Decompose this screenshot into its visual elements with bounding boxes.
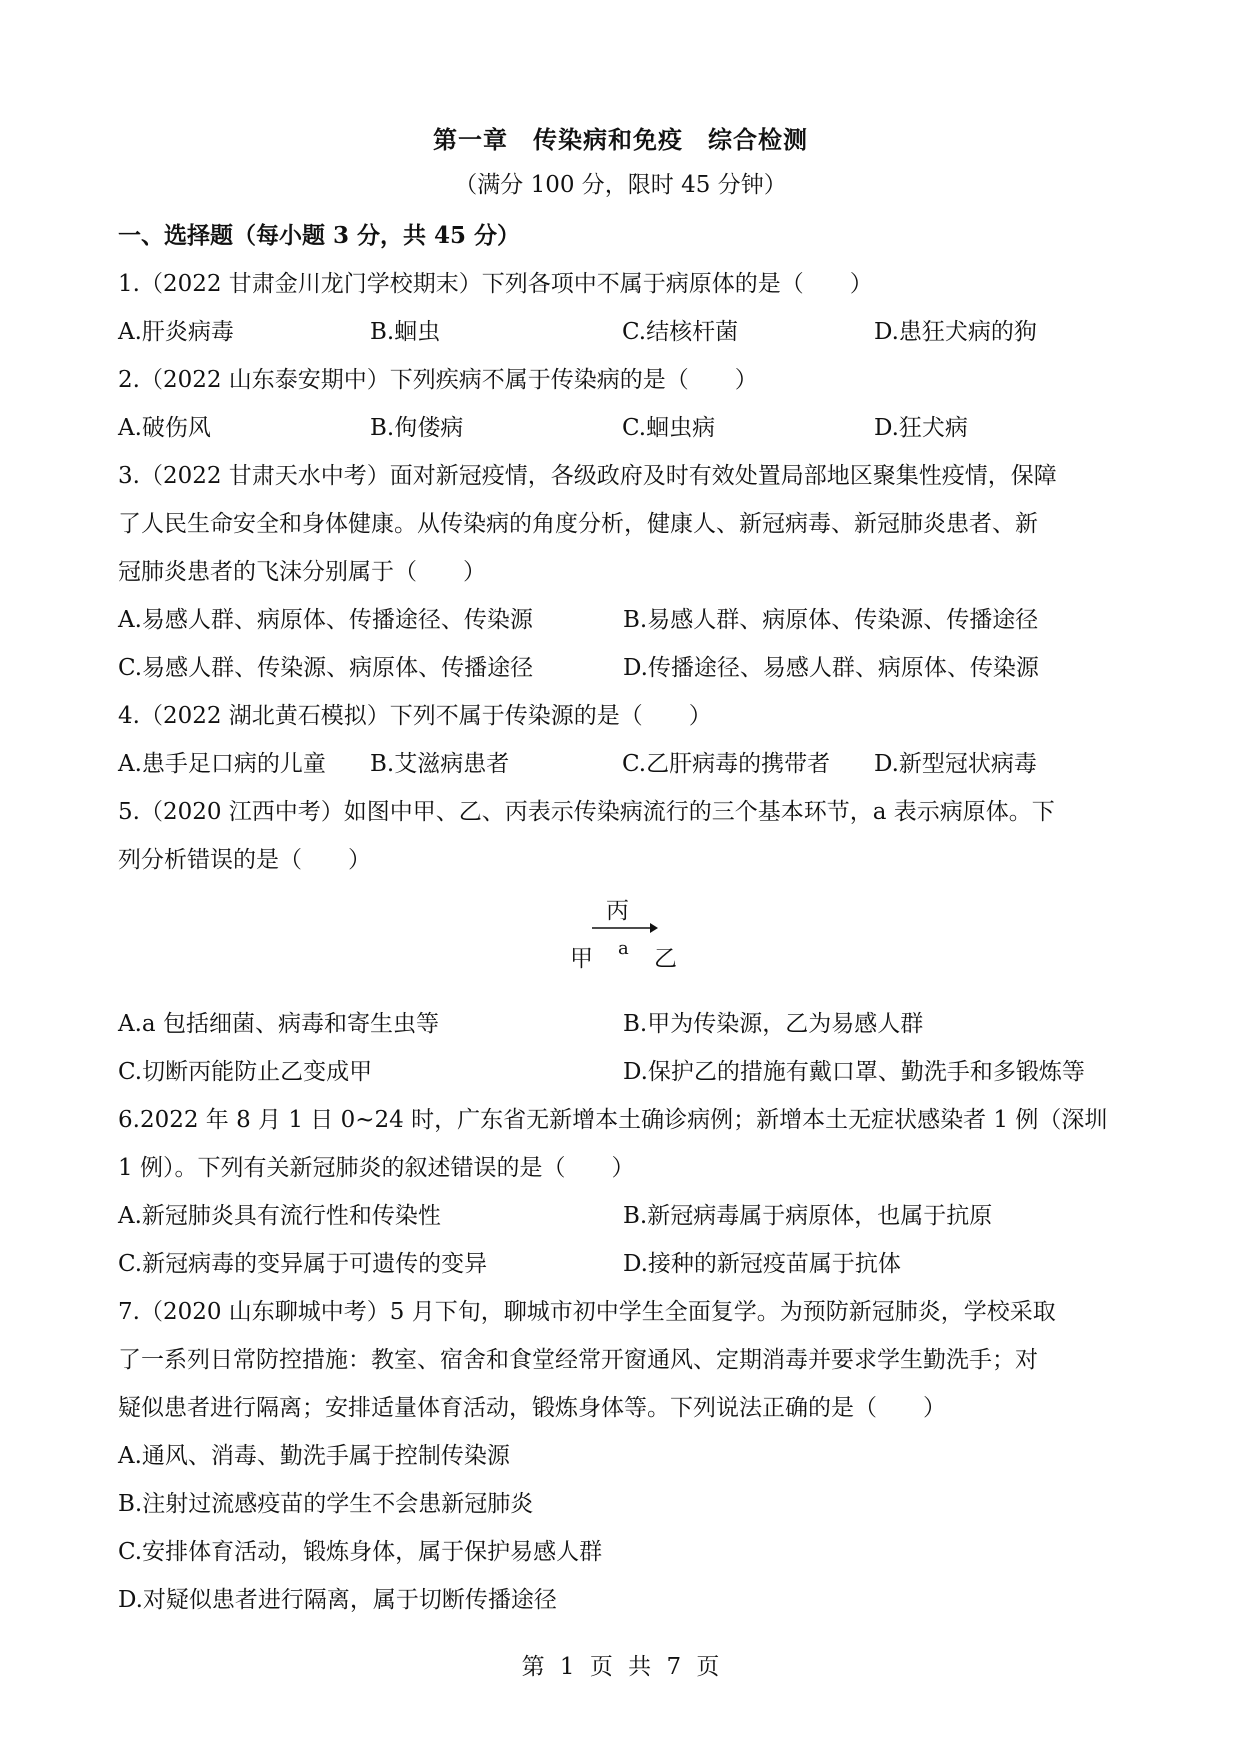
page-subtitle: （满分 100 分，限时 45 分钟） (454, 172, 787, 198)
question-2-stem: 2.（2022 山东泰安期中）下列疾病不属于传染病的是（ ） (118, 367, 758, 393)
question-1-stem: 1.（2022 甘肃金川龙门学校期末）下列各项中不属于病原体的是（ ） (118, 271, 873, 297)
question-2-options (118, 404, 1128, 452)
option-d: D.接种的新冠疫苗属于抗体 (623, 1251, 901, 1277)
question-5-stem-line: 5.（2020 江西中考）如图中甲、乙、丙表示传染病流行的三个基本环节，a 表示病原体。下 (118, 799, 1055, 825)
diagram-label-bing: 丙 (606, 898, 629, 924)
option-b: B.艾滋病患者 (370, 751, 510, 777)
option-b: B.注射过流感疫苗的学生不会患新冠肺炎 (118, 1491, 534, 1517)
diagram-label-jia: 甲 (570, 946, 593, 972)
option-d: D.新型冠状病毒 (874, 751, 1037, 777)
option-d: D.对疑似患者进行隔离，属于切断传播途径 (118, 1587, 557, 1613)
option-a: A.新冠肺炎具有流行性和传染性 (118, 1203, 441, 1229)
question-3-stem-line: 冠肺炎患者的飞沫分别属于（ ） (118, 559, 486, 585)
option-c: C.切断丙能防止乙变成甲 (118, 1059, 373, 1085)
option-a: A.易感人群、病原体、传播途径、传染源 (118, 607, 533, 633)
question-5-options-row (118, 1000, 1128, 1048)
question-1-options (118, 308, 1128, 356)
diagram-label-yi: 乙 (654, 946, 677, 972)
question-7-stem-line: 疑似患者进行隔离；安排适量体育活动，锻炼身体等。下列说法正确的是（ ） (118, 1395, 946, 1421)
arrow-right-icon (590, 920, 660, 936)
option-c: C.结核杆菌 (622, 319, 739, 345)
question-3-stem-line: 3.（2022 甘肃天水中考）面对新冠疫情，各级政府及时有效处置局部地区聚集性疫情，保障 (118, 463, 1057, 489)
option-b: B.易感人群、病原体、传染源、传播途径 (623, 607, 1039, 633)
question-6-stem-line: 1 例）。下列有关新冠肺炎的叙述错误的是（ ） (118, 1155, 635, 1181)
option-c: C.易感人群、传染源、病原体、传播途径 (118, 655, 534, 681)
option-b: B.甲为传染源，乙为易感人群 (623, 1011, 924, 1037)
option-d: D.患狂犬病的狗 (874, 319, 1037, 345)
question-3-stem-line: 了人民生命安全和身体健康。从传染病的角度分析，健康人、新冠病毒、新冠肺炎患者、新 (118, 511, 1038, 537)
option-a: A.破伤风 (118, 415, 211, 441)
question-3-options-row (118, 644, 1128, 692)
option-a: A.肝炎病毒 (118, 319, 234, 345)
question-3-options-row (118, 596, 1128, 644)
page-title: 第一章 传染病和免疫 综合检测 (433, 125, 808, 154)
page-footer: 第 1 页 共 7 页 (521, 1654, 720, 1680)
question-6-options-row (118, 1240, 1128, 1288)
option-b: B.蛔虫 (370, 319, 441, 345)
option-a: A.a 包括细菌、病毒和寄生虫等 (118, 1011, 439, 1037)
question-7-stem-line: 7.（2020 山东聊城中考）5 月下旬，聊城市初中学生全面复学。为预防新冠肺炎，学校采取 (118, 1299, 1056, 1325)
question-5-options-row (118, 1048, 1128, 1096)
option-a: A.通风、消毒、勤洗手属于控制传染源 (118, 1443, 510, 1469)
option-c: C.安排体育活动，锻炼身体，属于保护易感人群 (118, 1539, 603, 1565)
option-c: C.蛔虫病 (622, 415, 716, 441)
option-b: B.新冠病毒属于病原体，也属于抗原 (623, 1203, 993, 1229)
question-7-stem-line: 了一系列日常防控措施：教室、宿舍和食堂经常开窗通风、定期消毒并要求学生勤洗手；对 (118, 1347, 1038, 1373)
question-5-stem-line: 列分析错误的是（ ） (118, 847, 371, 873)
option-d: D.保护乙的措施有戴口罩、勤洗手和多锻炼等 (623, 1059, 1085, 1085)
diagram-label-a: a (618, 938, 629, 959)
option-c: C.乙肝病毒的携带者 (622, 751, 831, 777)
option-c: C.新冠病毒的变异属于可遗传的变异 (118, 1251, 488, 1277)
option-d: D.传播途径、易感人群、病原体、传染源 (623, 655, 1039, 681)
question-6-stem-line: 6.2022 年 8 月 1 日 0~24 时，广东省无新增本土确诊病例；新增本土无症状感染者 1 例（深圳 (118, 1107, 1108, 1133)
question-list (118, 212, 1128, 1624)
transmission-diagram (118, 884, 1128, 1000)
option-b: B.佝偻病 (370, 415, 464, 441)
question-4-stem: 4.（2022 湖北黄石模拟）下列不属于传染源的是（ ） (118, 703, 712, 729)
option-d: D.狂犬病 (874, 415, 968, 441)
question-6-options-row (118, 1192, 1128, 1240)
question-4-options (118, 740, 1128, 788)
option-a: A.患手足口病的儿童 (118, 751, 326, 777)
section-heading: 一、选择题（每小题 3 分，共 45 分） (118, 222, 521, 249)
